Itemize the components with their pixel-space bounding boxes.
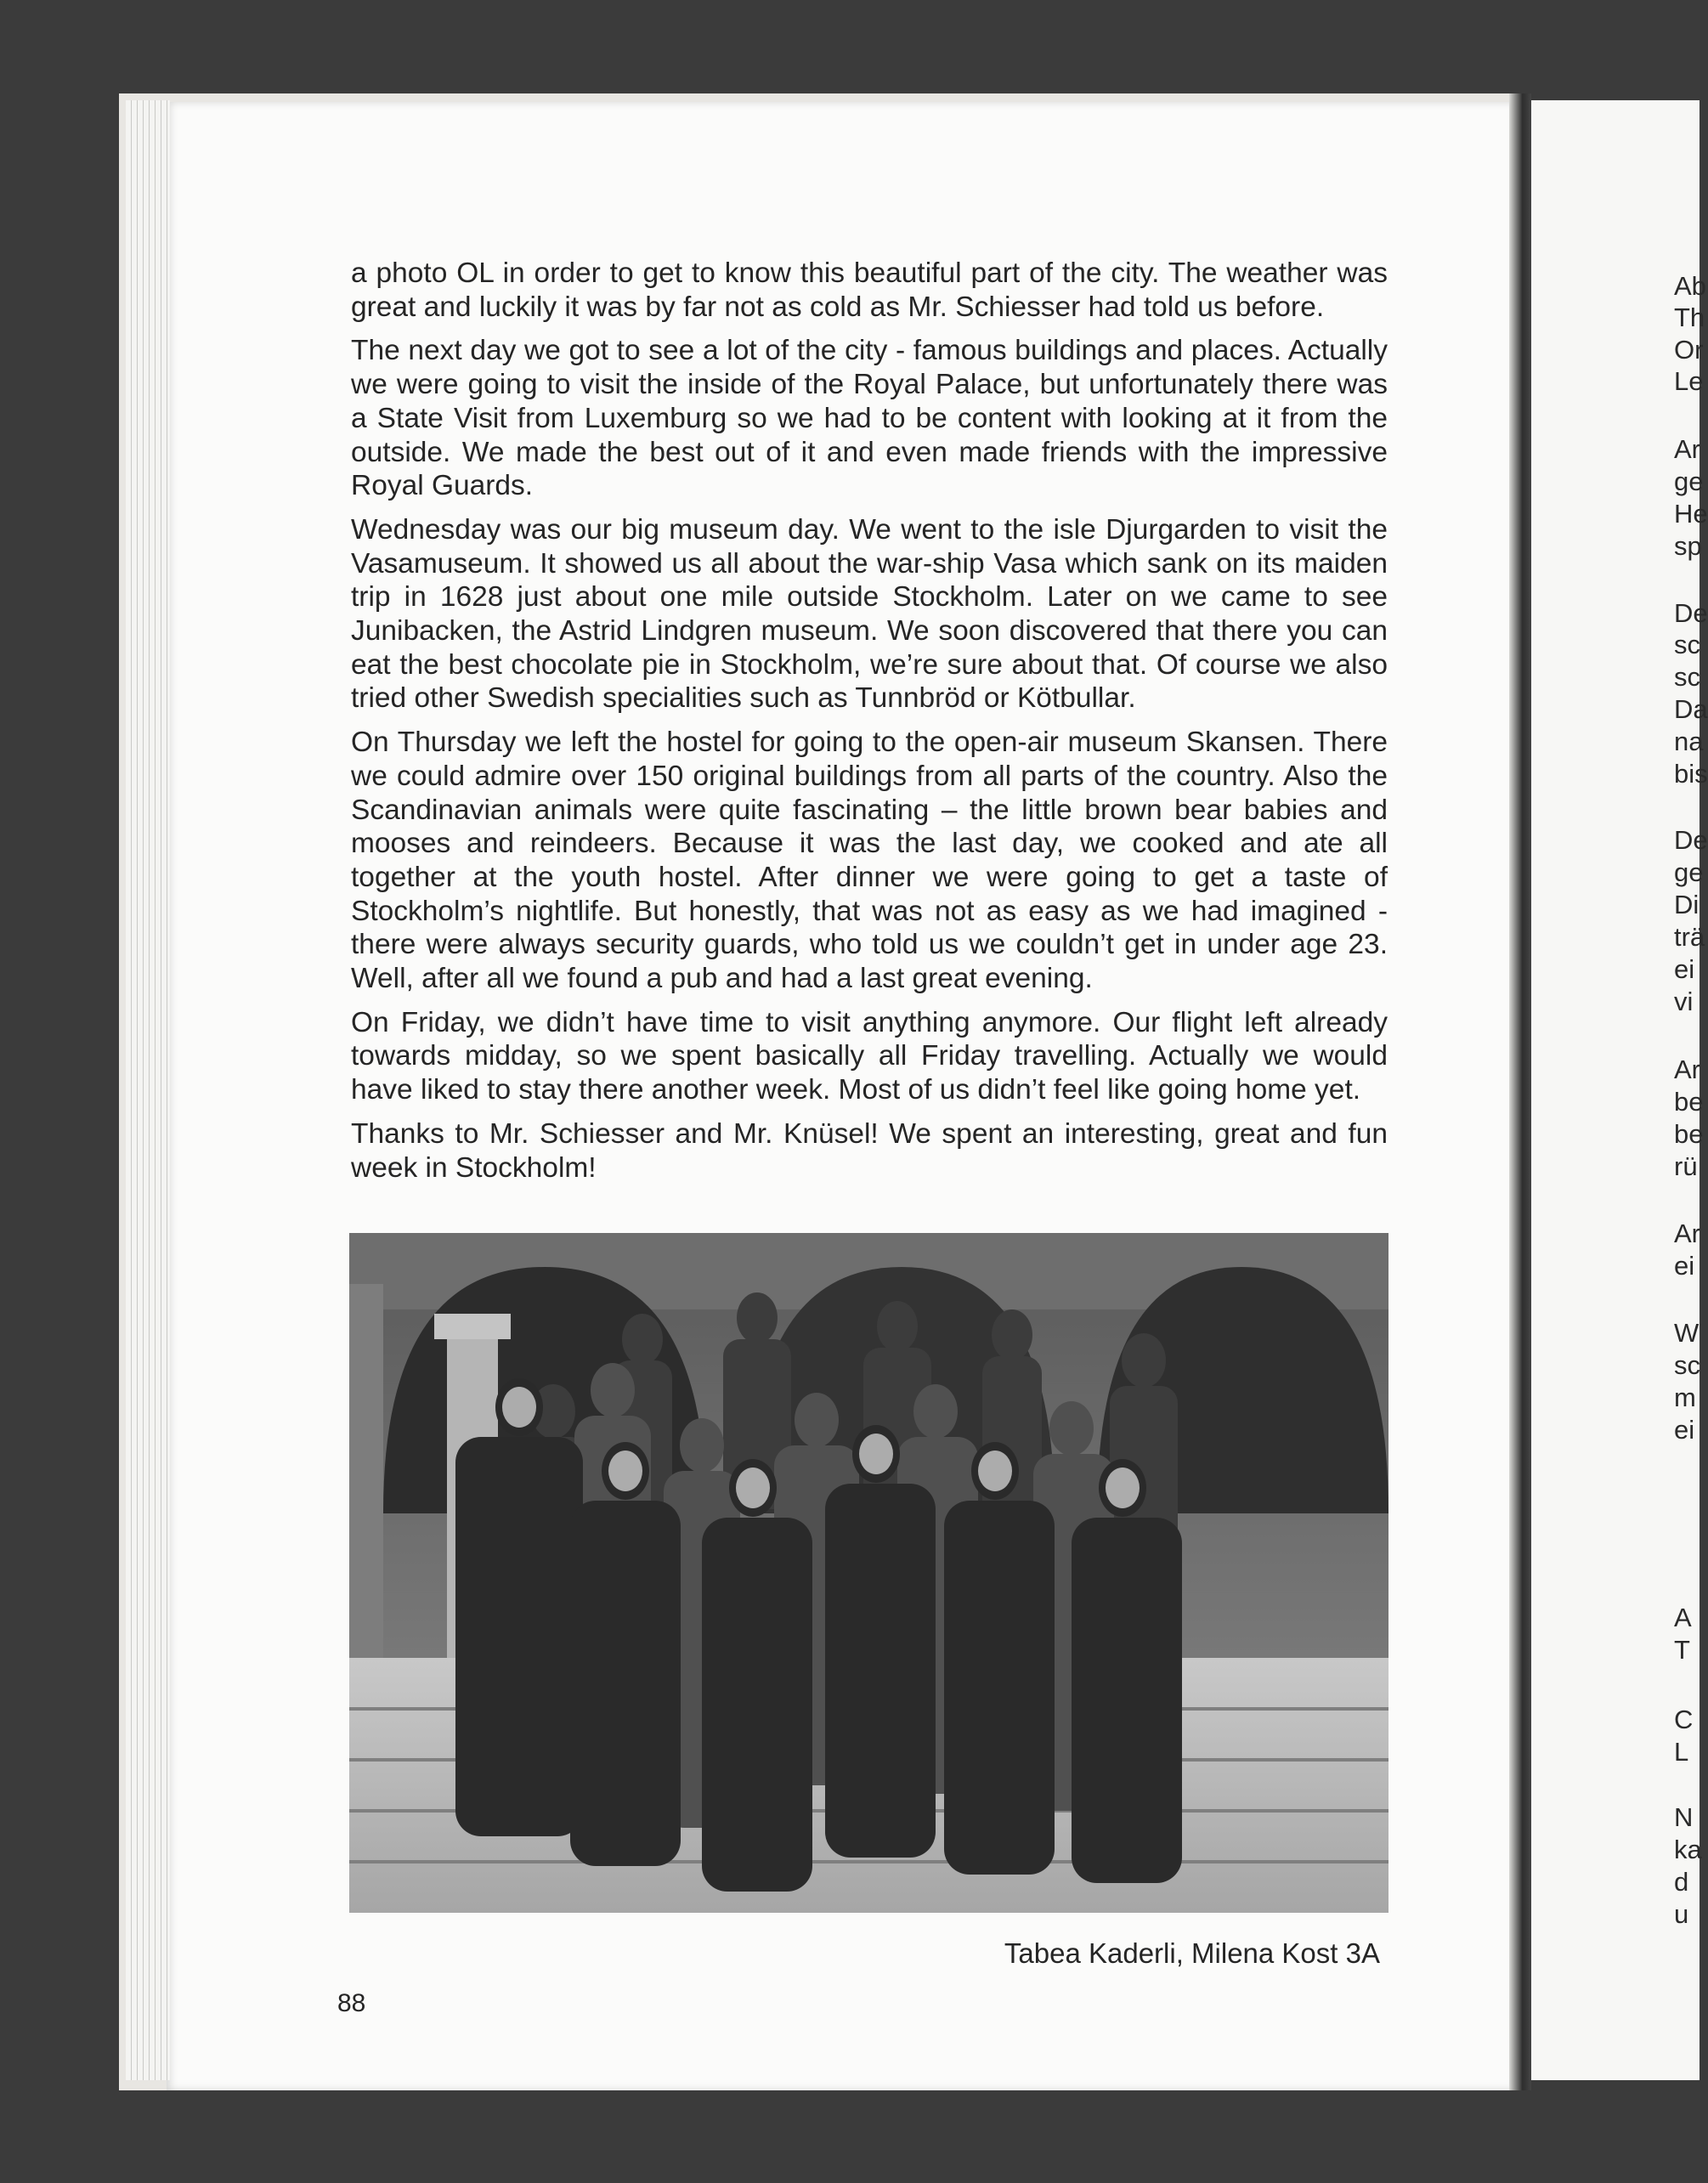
right-page-fragment: rü bbox=[1674, 1151, 1698, 1181]
right-page-fragment: u bbox=[1674, 1899, 1689, 1929]
book-gutter bbox=[1509, 93, 1531, 2090]
article-paragraph: The next day we got to see a lot of the city - famous buildings and places. Actually we were going to visit the inside of the Royal Palace, but unfortunately there was a State Visit from Luxemburg so we had to be content with looking at it from the outside. We made the best out of it and even made friends with the impressive Royal Guards. bbox=[351, 335, 1388, 502]
right-page-fragment: L bbox=[1674, 1737, 1689, 1767]
right-page-fragment: Da bbox=[1674, 694, 1708, 724]
right-page-fragment: sc bbox=[1674, 630, 1700, 659]
right-page-fragment: trä bbox=[1674, 922, 1705, 952]
article-paragraph: Wednesday was our big museum day. We went to the isle Djurgarden to visit the Vasamuseum. It showed us all about the war-ship Vasa which sank on its maiden trip in 1628 just about one mile outside Stockholm. Later on we came to see Junibacken, the Astrid Lindgren museum. We soon discovered that there you can eat the best chocolate pie in Stockholm, we’re sure about that. Of course we also tried other Swedish specialities such as Tunnbröd or Kötbullar. bbox=[351, 513, 1388, 715]
page-edges bbox=[126, 100, 170, 2080]
right-page-fragment: ge bbox=[1674, 467, 1704, 496]
right-page-fragment: ka bbox=[1674, 1835, 1702, 1864]
right-page-fragment: Or bbox=[1674, 335, 1704, 365]
article-paragraph: Thanks to Mr. Schiesser and Mr. Knüsel! We spent an interesting, great and fun week in Stockholm! bbox=[351, 1117, 1388, 1184]
photo-caption: Tabea Kaderli, Milena Kost 3A bbox=[1004, 1937, 1380, 1969]
article-paragraph: a photo OL in order to get to know this beautiful part of the city. The weather was great and luckily it was by far not as cold as Mr. Schiesser had told us before. bbox=[351, 257, 1388, 323]
right-page-fragment: na bbox=[1674, 727, 1704, 756]
right-page-fragment: W bbox=[1674, 1318, 1700, 1348]
right-page-fragment: d bbox=[1674, 1867, 1689, 1897]
right-page-fragment: A bbox=[1674, 1603, 1692, 1632]
right-page-fragment: He bbox=[1674, 499, 1708, 529]
right-page-fragment: sc bbox=[1674, 662, 1700, 692]
right-page-fragment: m bbox=[1674, 1383, 1696, 1412]
article-paragraph: On Friday, we didn’t have time to visit anything anymore. Our flight left already towards midday, so we spent basically all Friday travelling. Actually we would have liked to stay there another week. Most of us didn’t feel like going home yet. bbox=[351, 1006, 1388, 1106]
group-photo bbox=[349, 1233, 1388, 1913]
right-page-fragment: vi bbox=[1674, 987, 1694, 1016]
right-page-fragment: sp bbox=[1674, 531, 1702, 561]
right-page-fragment: ei bbox=[1674, 1251, 1695, 1281]
right-page-fragment: ei bbox=[1674, 954, 1695, 984]
right-page-fragment: Ar bbox=[1674, 1219, 1700, 1248]
page-number: 88 bbox=[337, 1989, 366, 2017]
right-page-fragment: ei bbox=[1674, 1415, 1695, 1445]
right-page-fragment: De bbox=[1674, 598, 1708, 628]
right-page-fragment: Ab bbox=[1674, 271, 1706, 301]
right-page-fragment: Ar bbox=[1674, 434, 1700, 464]
right-page-fragment: be bbox=[1674, 1087, 1704, 1117]
right-page-fragment: N bbox=[1674, 1802, 1694, 1832]
right-page-fragment: Ar bbox=[1674, 1055, 1700, 1084]
article-paragraph: On Thursday we left the hostel for going to the open-air museum Skansen. There we could admire over 150 original buildings from all parts of the country. Also the Scandinavian animals were quite fascinating – the little brown bear babies and mooses and reindeers. Because it was the last day, we cooked and ate all together at the youth hostel. After dinner we were going to get a taste of Stockholm’s nightlife. But honestly, that was not as easy as we had imagined - there were always security guards, who told us we couldn’t get in under age 23. Well, after all we found a pub and had a last great evening. bbox=[351, 727, 1388, 995]
right-page-fragment: bis bbox=[1674, 759, 1708, 789]
right-page-fragment: sc bbox=[1674, 1350, 1700, 1380]
article-body bbox=[351, 257, 1388, 1195]
right-page-fragment: Le bbox=[1674, 366, 1704, 396]
right-page-fragment: T bbox=[1674, 1635, 1690, 1665]
right-page-fragment: ge bbox=[1674, 857, 1704, 887]
right-page-fragment: De bbox=[1674, 825, 1708, 855]
group-photo-illustration bbox=[349, 1233, 1388, 1913]
right-page-fragment: C bbox=[1674, 1705, 1694, 1734]
right-page-fragment: Di bbox=[1674, 890, 1700, 919]
right-page-fragment: Th bbox=[1674, 303, 1705, 332]
right-page-fragment: be bbox=[1674, 1119, 1704, 1149]
